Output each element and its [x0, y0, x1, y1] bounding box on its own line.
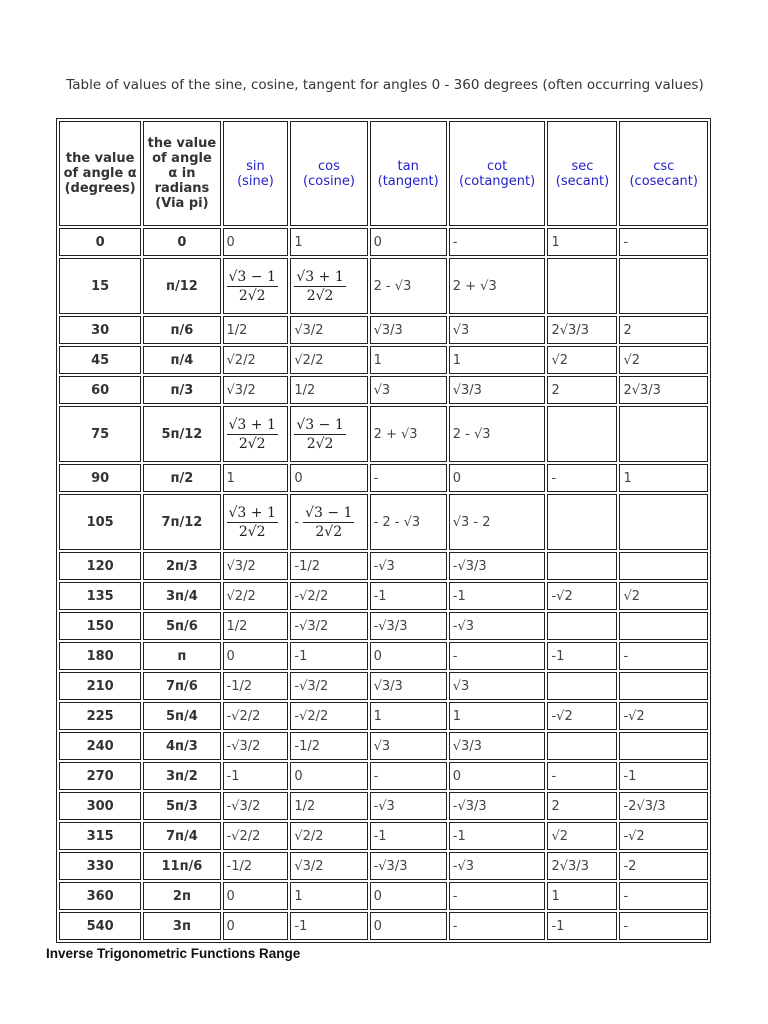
cell-radians: п/3 — [143, 376, 220, 404]
cell-csc: - — [619, 228, 708, 256]
cell-sec: 2√3/3 — [547, 852, 617, 880]
fraction-denominator: 2√2 — [315, 523, 343, 540]
table-row — [59, 376, 708, 404]
cell-degrees: 540 — [59, 912, 141, 940]
table-row — [59, 912, 708, 940]
cell-sec: 1 — [547, 228, 617, 256]
cell-cos: 1/2 — [290, 792, 367, 820]
cell-cot: - — [449, 882, 546, 910]
cell-sec — [547, 552, 617, 580]
cell-tan: - — [370, 762, 447, 790]
cell-cos: 1 — [290, 228, 367, 256]
cell-degrees: 120 — [59, 552, 141, 580]
cell-sin — [223, 494, 289, 550]
cell-radians: п — [143, 642, 220, 670]
header-cot: cot (cotangent) — [449, 121, 546, 226]
cell-csc — [619, 494, 708, 550]
cell-degrees: 315 — [59, 822, 141, 850]
table-row — [59, 406, 708, 462]
cell-csc: -1 — [619, 762, 708, 790]
cell-tan: -1 — [370, 822, 447, 850]
cell-sin: √3/2 — [223, 552, 289, 580]
cell-cot: - — [449, 912, 546, 940]
cell-cot: - — [449, 228, 546, 256]
cell-tan: - — [370, 464, 447, 492]
cell-sin: √2/2 — [223, 582, 289, 610]
cell-tan: -√3/3 — [370, 612, 447, 640]
table-row — [59, 582, 708, 610]
cell-sec: 2 — [547, 792, 617, 820]
fraction-numerator: √3 + 1 — [296, 268, 344, 285]
cell-degrees: 45 — [59, 346, 141, 374]
cell-degrees: 210 — [59, 672, 141, 700]
cell-tan: 0 — [370, 642, 447, 670]
cell-cos — [290, 494, 367, 550]
cell-cos — [290, 406, 367, 462]
cell-tan: -√3/3 — [370, 852, 447, 880]
cell-cot: -√3/3 — [449, 552, 546, 580]
cell-sec: -√2 — [547, 702, 617, 730]
cell-sec — [547, 258, 617, 314]
cell-csc — [619, 406, 708, 462]
fraction-numerator: √3 + 1 — [228, 504, 276, 521]
cell-sec: 2√3/3 — [547, 316, 617, 344]
cell-sin: -√2/2 — [223, 702, 289, 730]
cell-cos: √2/2 — [290, 822, 367, 850]
cell-cot: -√3/3 — [449, 792, 546, 820]
cell-tan: √3 — [370, 376, 447, 404]
cell-cot: -1 — [449, 822, 546, 850]
header-cos: cos (cosine) — [290, 121, 367, 226]
header-csc: csc (cosecant) — [619, 121, 708, 226]
cell-degrees: 150 — [59, 612, 141, 640]
fraction-denominator: 2√2 — [238, 523, 266, 540]
cell-csc — [619, 612, 708, 640]
trig-values-table — [56, 118, 711, 943]
cell-sin — [223, 258, 289, 314]
cell-tan: 1 — [370, 346, 447, 374]
cell-cot: √3 - 2 — [449, 494, 546, 550]
cell-radians: 3п/4 — [143, 582, 220, 610]
fraction-denominator: 2√2 — [306, 287, 334, 304]
cell-csc: -2√3/3 — [619, 792, 708, 820]
minus-sign: - — [294, 514, 300, 530]
cell-sec: √2 — [547, 822, 617, 850]
cell-degrees: 105 — [59, 494, 141, 550]
cell-sec — [547, 406, 617, 462]
fraction-cos — [303, 505, 354, 540]
cell-sec: - — [547, 762, 617, 790]
fraction-numerator: √3 − 1 — [305, 504, 353, 521]
cell-sin: 0 — [223, 882, 289, 910]
cell-sec — [547, 612, 617, 640]
cell-csc: - — [619, 642, 708, 670]
table-row — [59, 552, 708, 580]
table-row — [59, 762, 708, 790]
header-radians: the value of angle α in radians (Via pi) — [143, 121, 220, 226]
table-row — [59, 822, 708, 850]
table-row — [59, 672, 708, 700]
cell-degrees: 240 — [59, 732, 141, 760]
header-degrees: the value of angle α (degrees) — [59, 121, 141, 226]
table-row — [59, 464, 708, 492]
cell-radians: 4п/3 — [143, 732, 220, 760]
fraction-numerator: √3 + 1 — [228, 416, 276, 433]
cell-degrees: 225 — [59, 702, 141, 730]
cell-sec: 2 — [547, 376, 617, 404]
fraction-cos — [294, 417, 345, 452]
cell-radians: п/4 — [143, 346, 220, 374]
cell-sec: -√2 — [547, 582, 617, 610]
cell-csc: 2 — [619, 316, 708, 344]
cell-cos: -√3/2 — [290, 672, 367, 700]
fraction-sin — [227, 505, 278, 540]
cell-tan: -√3 — [370, 792, 447, 820]
cell-sin: -1/2 — [223, 672, 289, 700]
cell-cos: -√3/2 — [290, 612, 367, 640]
cell-cos: -√2/2 — [290, 582, 367, 610]
cell-degrees: 360 — [59, 882, 141, 910]
table-body — [59, 228, 708, 940]
cell-cot: 0 — [449, 464, 546, 492]
cell-sin: -1/2 — [223, 852, 289, 880]
table-row — [59, 702, 708, 730]
cell-cot: -1 — [449, 582, 546, 610]
cell-cot: √3 — [449, 316, 546, 344]
cell-radians: 2п — [143, 882, 220, 910]
table-row — [59, 792, 708, 820]
fraction-sin — [227, 269, 278, 304]
cell-sec — [547, 494, 617, 550]
fraction-numerator: √3 − 1 — [296, 416, 344, 433]
fraction-denominator: 2√2 — [238, 287, 266, 304]
cell-degrees: 90 — [59, 464, 141, 492]
cell-cos: -1/2 — [290, 732, 367, 760]
cell-sin: √3/2 — [223, 376, 289, 404]
cell-degrees: 330 — [59, 852, 141, 880]
cell-cos: √3/2 — [290, 316, 367, 344]
cell-cos: √2/2 — [290, 346, 367, 374]
cell-tan: 0 — [370, 912, 447, 940]
cell-csc: √2 — [619, 346, 708, 374]
cell-cot: √3/3 — [449, 376, 546, 404]
cell-cot: √3/3 — [449, 732, 546, 760]
table-row — [59, 494, 708, 550]
cell-cot: √3 — [449, 672, 546, 700]
table-row — [59, 228, 708, 256]
fraction-sin — [227, 417, 278, 452]
cell-radians: п/6 — [143, 316, 220, 344]
cell-radians: 3п/2 — [143, 762, 220, 790]
cell-sec: -1 — [547, 642, 617, 670]
cell-tan: √3/3 — [370, 672, 447, 700]
table-caption: Table of values of the sine, cosine, tangent for angles 0 - 360 degrees (often occurring values) — [66, 77, 704, 93]
table-row — [59, 882, 708, 910]
cell-sin: 1 — [223, 464, 289, 492]
cell-cot: 2 - √3 — [449, 406, 546, 462]
cell-radians: 7п/4 — [143, 822, 220, 850]
cell-degrees: 75 — [59, 406, 141, 462]
cell-cos: 0 — [290, 464, 367, 492]
header-sec: sec (secant) — [547, 121, 617, 226]
cell-sin: 0 — [223, 228, 289, 256]
cell-degrees: 30 — [59, 316, 141, 344]
cell-cos: -1/2 — [290, 552, 367, 580]
cell-cos: √3/2 — [290, 852, 367, 880]
cell-radians: 3п — [143, 912, 220, 940]
cell-cos: 1/2 — [290, 376, 367, 404]
cell-sin: 1/2 — [223, 612, 289, 640]
cell-cos: -1 — [290, 912, 367, 940]
cell-sin — [223, 406, 289, 462]
cell-sin: -√3/2 — [223, 792, 289, 820]
cell-tan: 1 — [370, 702, 447, 730]
table-row — [59, 258, 708, 314]
cell-sin: 0 — [223, 912, 289, 940]
cell-cot: 1 — [449, 346, 546, 374]
cell-csc: 2√3/3 — [619, 376, 708, 404]
table-row — [59, 346, 708, 374]
table-row — [59, 732, 708, 760]
cell-sec: - — [547, 464, 617, 492]
cell-tan: 0 — [370, 228, 447, 256]
cell-degrees: 135 — [59, 582, 141, 610]
fraction-cos — [294, 269, 345, 304]
cell-radians: 2п/3 — [143, 552, 220, 580]
table-row — [59, 642, 708, 670]
cell-csc: -√2 — [619, 822, 708, 850]
cell-sin: -√2/2 — [223, 822, 289, 850]
cell-radians: 7п/6 — [143, 672, 220, 700]
cell-radians: 5п/12 — [143, 406, 220, 462]
cell-csc: √2 — [619, 582, 708, 610]
cell-radians: 11п/6 — [143, 852, 220, 880]
cell-radians: 7п/12 — [143, 494, 220, 550]
cell-radians: 0 — [143, 228, 220, 256]
table-row — [59, 852, 708, 880]
cell-tan: - 2 - √3 — [370, 494, 447, 550]
table-row — [59, 316, 708, 344]
cell-tan: -√3 — [370, 552, 447, 580]
cell-radians: 5п/4 — [143, 702, 220, 730]
cell-csc — [619, 672, 708, 700]
cell-degrees: 0 — [59, 228, 141, 256]
cell-csc: 1 — [619, 464, 708, 492]
cell-sec — [547, 732, 617, 760]
cell-tan: 0 — [370, 882, 447, 910]
cell-cot: 2 + √3 — [449, 258, 546, 314]
cell-sec: -1 — [547, 912, 617, 940]
cell-radians: 5п/6 — [143, 612, 220, 640]
cell-tan: √3 — [370, 732, 447, 760]
cell-sin: -√3/2 — [223, 732, 289, 760]
fraction-denominator: 2√2 — [306, 435, 334, 452]
cell-csc: -2 — [619, 852, 708, 880]
cell-degrees: 60 — [59, 376, 141, 404]
cell-cos: -√2/2 — [290, 702, 367, 730]
cell-degrees: 15 — [59, 258, 141, 314]
cell-sin: 0 — [223, 642, 289, 670]
cell-csc: -√2 — [619, 702, 708, 730]
cell-degrees: 300 — [59, 792, 141, 820]
header-sin: sin (sine) — [223, 121, 289, 226]
cell-cos: -1 — [290, 642, 367, 670]
cell-tan: √3/3 — [370, 316, 447, 344]
section-heading-inverse-trig: Inverse Trigonometric Functions Range — [46, 946, 301, 961]
cell-radians: п/2 — [143, 464, 220, 492]
cell-csc: - — [619, 882, 708, 910]
cell-csc — [619, 258, 708, 314]
cell-cos: 1 — [290, 882, 367, 910]
cell-degrees: 270 — [59, 762, 141, 790]
cell-csc — [619, 552, 708, 580]
cell-cot: - — [449, 642, 546, 670]
cell-csc: - — [619, 912, 708, 940]
cell-sin: -1 — [223, 762, 289, 790]
cell-sec — [547, 672, 617, 700]
cell-tan: 2 + √3 — [370, 406, 447, 462]
cell-cos: 0 — [290, 762, 367, 790]
fraction-denominator: 2√2 — [238, 435, 266, 452]
cell-degrees: 180 — [59, 642, 141, 670]
cell-cot: 0 — [449, 762, 546, 790]
cell-tan: -1 — [370, 582, 447, 610]
table-row — [59, 612, 708, 640]
cell-radians: 5п/3 — [143, 792, 220, 820]
cell-radians: п/12 — [143, 258, 220, 314]
cell-sin: √2/2 — [223, 346, 289, 374]
fraction-numerator: √3 − 1 — [228, 268, 276, 285]
cell-sin: 1/2 — [223, 316, 289, 344]
cell-cot: 1 — [449, 702, 546, 730]
header-row — [59, 121, 708, 226]
cell-csc — [619, 732, 708, 760]
cell-tan: 2 - √3 — [370, 258, 447, 314]
header-tan: tan (tangent) — [370, 121, 447, 226]
cell-sec: 1 — [547, 882, 617, 910]
cell-cot: -√3 — [449, 852, 546, 880]
cell-cos — [290, 258, 367, 314]
cell-cot: -√3 — [449, 612, 546, 640]
cell-sec: √2 — [547, 346, 617, 374]
